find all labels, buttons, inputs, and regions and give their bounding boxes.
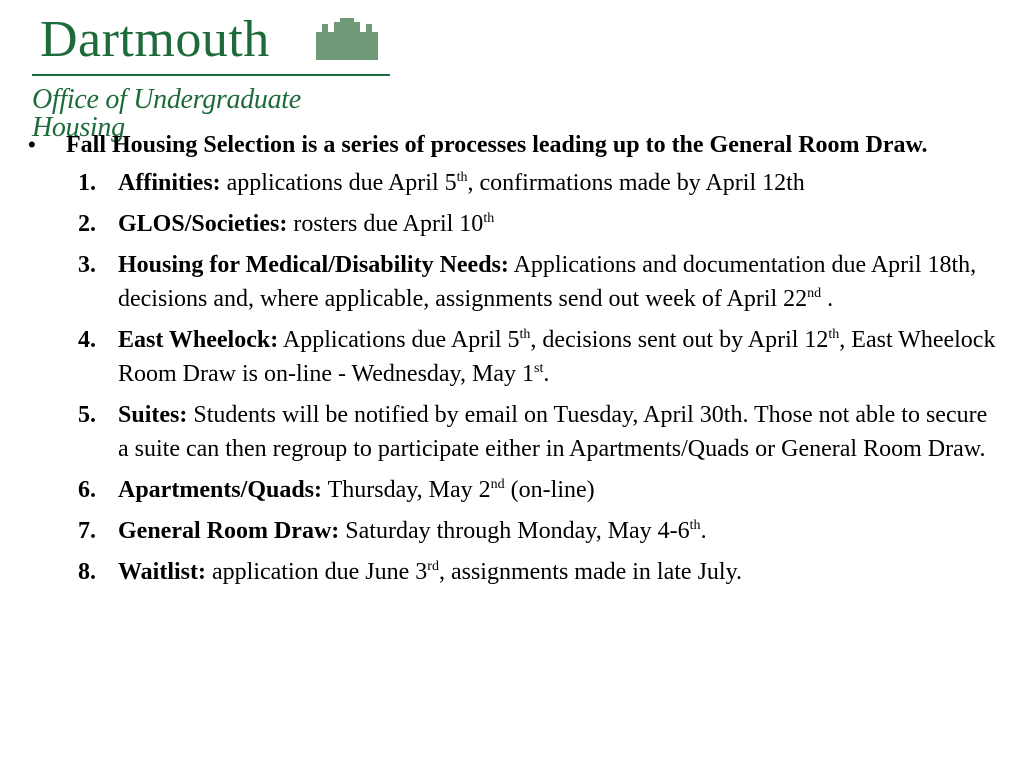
item-text: , decisions sent out by April 12 xyxy=(530,327,829,353)
item-number: 5. xyxy=(78,402,96,428)
item-text: applications due April 5 xyxy=(220,170,457,196)
item-number: 6. xyxy=(78,477,96,503)
list-item-general-room-draw xyxy=(78,514,998,548)
intro-text: Fall Housing Selection is a series of processes leading up to the General Room Draw. xyxy=(66,132,928,158)
office-subtitle: Office of Undergraduate Housing xyxy=(32,84,301,143)
slide-content xyxy=(28,128,998,596)
item-label: East Wheelock: xyxy=(118,327,279,353)
item-label: Affinities: xyxy=(118,170,221,196)
item-text: . xyxy=(821,286,834,312)
list-item-waitlist xyxy=(78,555,998,589)
ordinal-suffix: rd xyxy=(427,559,439,574)
ordinal-suffix: th xyxy=(519,327,531,342)
item-text: (on-line) xyxy=(504,477,595,503)
logo-divider xyxy=(32,74,390,76)
item-text: Applications due April 5 xyxy=(278,327,520,353)
item-number: 3. xyxy=(78,252,96,278)
ordinal-suffix: st xyxy=(534,361,544,376)
list-item-medical-disability xyxy=(78,248,998,316)
item-text: , East Wheelock Room Draw is on-line - Wednesday, May 1 xyxy=(118,327,996,387)
ordinal-suffix: th xyxy=(828,327,840,342)
intro-bullet xyxy=(28,128,998,162)
list-item-affinities xyxy=(78,166,998,200)
item-number: 4. xyxy=(78,327,96,353)
item-label: Housing for Medical/Disability Needs: xyxy=(118,252,509,278)
list-item-east-wheelock xyxy=(78,323,998,391)
item-text: Thursday, May 2 xyxy=(322,477,491,503)
item-text: Applications and documentation due April 18th, decisions and, where applicable, assignments send out week of April 22 xyxy=(118,252,977,312)
list-item-glos-societies xyxy=(78,207,998,241)
item-text: application due June 3 xyxy=(206,559,428,585)
item-label: Waitlist: xyxy=(118,559,206,585)
housing-steps-list xyxy=(28,166,998,589)
item-text: Saturday through Monday, May 4-6 xyxy=(339,518,690,544)
list-item-apartments-quads xyxy=(78,473,998,507)
item-text: rosters due April 10 xyxy=(287,211,484,237)
item-text: Students will be notified by email on Tuesday, April 30th. Those not able to secure a suite can then regroup to participate either in Apartments/Quads or General Room Draw. xyxy=(118,402,988,462)
item-number: 7. xyxy=(78,518,96,544)
item-text: , confirmations made by April 12th xyxy=(467,170,805,196)
item-text: . xyxy=(543,361,550,387)
list-item-suites xyxy=(78,398,998,466)
item-number: 8. xyxy=(78,559,96,585)
item-label: Suites: xyxy=(118,402,188,428)
item-text: . xyxy=(700,518,707,544)
item-number: 2. xyxy=(78,211,96,237)
item-label: Apartments/Quads: xyxy=(118,477,323,503)
ordinal-suffix: nd xyxy=(490,477,505,492)
ordinal-suffix: nd xyxy=(807,286,822,301)
ordinal-suffix: th xyxy=(689,518,701,533)
ordinal-suffix: th xyxy=(456,170,468,185)
item-text: , assignments made in late July. xyxy=(438,559,743,585)
dartmouth-wordmark: Dartmouth xyxy=(40,11,270,68)
building-icon xyxy=(314,16,380,62)
ordinal-suffix: th xyxy=(483,211,495,226)
dartmouth-housing-logo xyxy=(30,10,390,143)
item-number: 1. xyxy=(78,170,96,196)
item-label: General Room Draw: xyxy=(118,518,340,544)
bullet-point-icon: • xyxy=(28,132,36,157)
item-label: GLOS/Societies: xyxy=(118,211,288,237)
